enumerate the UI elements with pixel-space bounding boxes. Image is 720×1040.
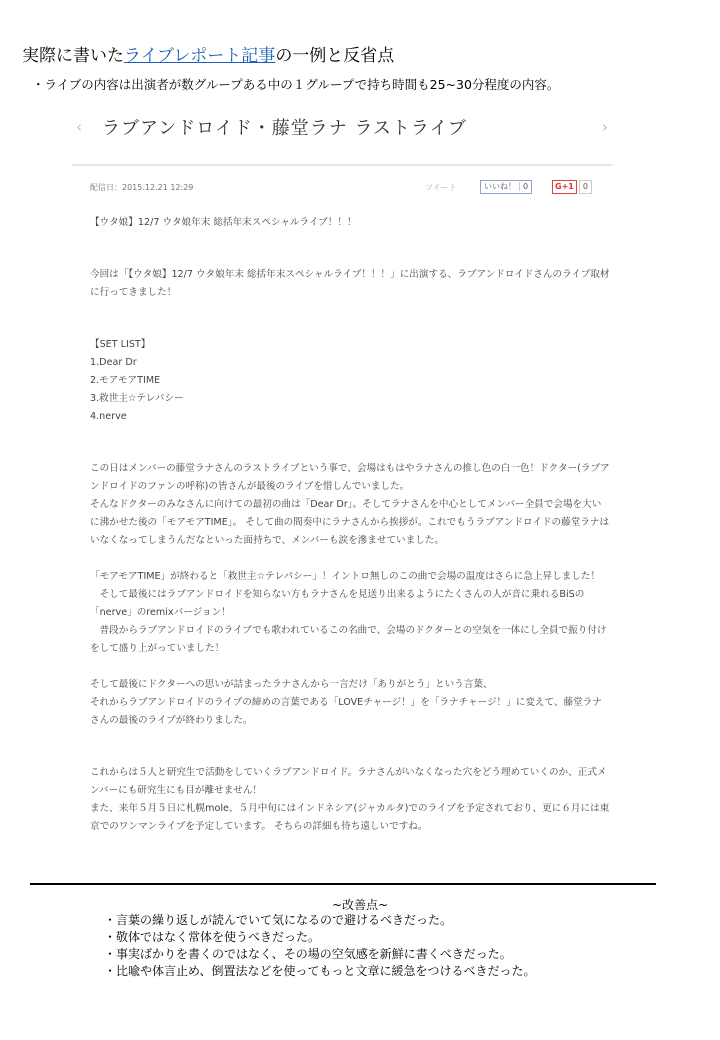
context-note: ・ライブの内容は出演者が数グループある中の１グループで持ち時間も25~30分程度の内容。 — [32, 77, 560, 92]
like-label: いいね！ — [484, 182, 516, 191]
article-body — [90, 214, 610, 836]
body-paragraph: また、来年５月５日に札幌mole、５月中旬にはインドネシア(ジャカルタ)でのライブを予定されており、更に６月には東京でのワンマンライブを予定しています。 そちらの詳細も待ち遠しいですね。 — [90, 803, 610, 832]
improvement-item: ・敬体ではなく常体を使うべきだった。 — [104, 930, 321, 944]
setlist-item: 1.Dear Dr — [90, 357, 137, 368]
publish-date: 配信日：2015.12.21 12:29 — [90, 183, 194, 192]
next-arrow-icon[interactable]: › — [602, 118, 608, 136]
tweet-button[interactable]: ツイート — [425, 183, 457, 192]
body-paragraph: これからは５人と研究生で活動をしていくラブアンドロイド。ラナさんがいなくなった穴をどう埋めていくのか、正式メンバーにも研究生にも目が離せません！ — [90, 767, 607, 796]
body-paragraph: そんなドクターのみなさんに向けての最初の曲は「Dear Dr」。そしてラナさんを中心としてメンバー全員で会場を大いに沸かせた後の「モアモアTIME」。 そして曲の間奏中にラナさんから挨拶が。これでもうラブアンドロイドの藤堂ラナはいなくなってしまうんだなといった面持ちで、メンバーも涙を滲ませていました。 — [90, 499, 610, 546]
gplus-count: 0 — [579, 180, 592, 194]
heading-prefix: 実際に書いた — [22, 46, 124, 66]
heading-suffix: の一例と反省点 — [275, 46, 395, 66]
article-meta — [72, 180, 612, 200]
body-paragraph: そして最後にはラブアンドロイドを知らない方もラナさんを見送り出来るようにたくさんの人が音に乗れるBiSの「nerve」のremixバージョン！ — [90, 589, 585, 618]
gplus-button[interactable] — [552, 180, 592, 194]
improvement-item: ・言葉の繰り返しが読んでいて気になるので避けるべきだった。 — [104, 913, 453, 927]
setlist-item: 4.nerve — [90, 411, 127, 422]
like-button[interactable] — [480, 180, 532, 194]
body-paragraph: そして最後にドクターへの思いが詰まったラナさんから一言だけ「ありがとう」という言葉、 — [90, 679, 493, 690]
gplus-icon: G+1 — [552, 180, 577, 194]
intro-paragraph: 今回は「【ウタ娘】12/7 ウタ娘年末 総括年末スペシャルライブ！！！」に出演する、ラブアンドロイドさんのライブ取材に行ってきました！ — [90, 269, 610, 298]
article-title-bar — [72, 108, 612, 166]
section-divider — [30, 883, 656, 885]
improvement-item: ・比喩や体言止め、倒置法などを使ってもっと文章に緩急をつけるべきだった。 — [104, 964, 536, 978]
setlist-item: 2.モアモアTIME — [90, 375, 161, 386]
body-paragraph: 「モアモアTIME」が終わると「救世主☆テレパシー」！イントロ無しのこの曲で会場の温度はさらに急上昇しました！ — [90, 571, 601, 582]
body-paragraph: この日はメンバーの藤堂ラナさんのラストライブという事で、会場はもはやラナさんの推し色の白一色！ドクター(ラブアンドロイドのファンの呼称)の皆さんが最後のライブを惜しんでいました。 — [90, 463, 610, 492]
setlist-item: 3.救世主☆テレパシー — [90, 393, 184, 404]
body-paragraph: それからラブアンドロイドのライブの締めの言葉である「LOVEチャージ！」を「ラナチャージ！」に変えて、藤堂ラナさんの最後のライブが終わりました。 — [90, 697, 602, 726]
body-paragraph: 普段からラブアンドロイドのライブでも歌われているこの名曲で、会場のドクターとの空気を一体にし全員で振り付けをして盛り上がっていました！ — [90, 625, 607, 654]
live-report-link[interactable]: ライブレポート記事 — [124, 46, 276, 66]
improvements-title: ~改善点~ — [331, 898, 389, 912]
article-screenshot — [72, 108, 620, 878]
page-heading — [22, 44, 394, 68]
improvements-list — [104, 912, 536, 980]
like-count: 0 — [519, 182, 528, 191]
improvement-item: ・事実ばかりを書くのではなく、その場の空気感を新鮮に書くべきだった。 — [104, 947, 512, 961]
event-title-paragraph: 【ウタ娘】12/7 ウタ娘年末 総括年末スペシャルライブ！！！ — [90, 217, 357, 228]
article-title: ラブアンドロイド・藤堂ラナ ラストライブ — [102, 118, 467, 139]
setlist-title: 【SET LIST】 — [90, 339, 151, 350]
prev-arrow-icon[interactable]: ‹ — [76, 118, 82, 136]
